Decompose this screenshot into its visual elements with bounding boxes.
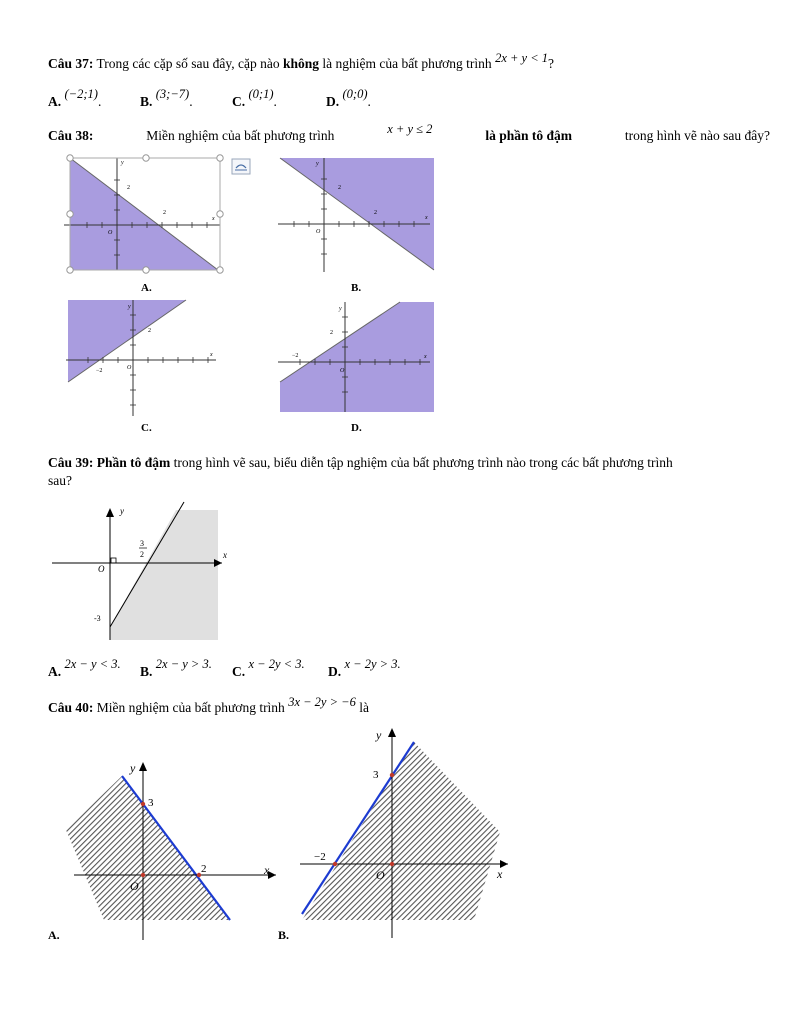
- option-letter: D.: [328, 664, 342, 679]
- y-axis-label: y: [316, 161, 319, 167]
- answer-option-d[interactable]: D. (0;0).: [326, 87, 371, 109]
- graph-label-a: A.: [141, 282, 152, 294]
- question-emphasis: không: [282, 56, 320, 71]
- x-axis-label: x: [425, 215, 428, 221]
- question-text: là nghiệm của bất phương trình: [322, 56, 492, 71]
- option-letter: B.: [140, 94, 153, 109]
- option-letter: C.: [232, 94, 246, 109]
- x-intercept-label: 2: [201, 863, 207, 875]
- question-text: Miền nghiệm của bất phương trình: [96, 700, 285, 715]
- inequality: 3x − 2y > −6: [288, 695, 356, 709]
- origin-label: O: [108, 230, 113, 236]
- answer-option-c[interactable]: C. (0;1).: [232, 87, 277, 109]
- answer-options-39: [48, 657, 468, 684]
- option-value: 2x − y > 3.: [155, 657, 212, 671]
- answer-option-b[interactable]: [140, 657, 212, 680]
- origin-label: O: [98, 564, 105, 574]
- question-text: trong hình vẽ nào sau đây?: [624, 128, 770, 143]
- y-intercept-point: [141, 802, 145, 806]
- option-letter: A.: [48, 94, 62, 109]
- graph-38-a[interactable]: [64, 152, 254, 294]
- question-label: Câu 38:: [48, 128, 94, 143]
- question-text: Miền nghiệm của bất phương trình: [146, 128, 335, 143]
- x-intercept-point: [333, 862, 337, 866]
- question-label: Câu 40:: [48, 700, 94, 715]
- option-value: (−2;1): [64, 87, 98, 101]
- graph-label-d: D.: [351, 422, 362, 434]
- graph-40-a[interactable]: [60, 758, 280, 942]
- x-axis-label: x: [223, 550, 227, 560]
- origin-label: O: [127, 365, 132, 371]
- answer-option-d[interactable]: [328, 657, 401, 680]
- y-intercept-point: [390, 773, 394, 777]
- layout-options-icon[interactable]: [232, 159, 250, 174]
- origin-label: O: [316, 229, 321, 235]
- option-value: (3;−7): [155, 87, 190, 101]
- graph-39[interactable]: [50, 500, 240, 646]
- y-axis-label: y: [339, 306, 342, 312]
- y-axis-label: y: [128, 304, 131, 310]
- question-39: [48, 455, 770, 471]
- x-axis-label: x: [264, 863, 270, 877]
- x-intercept-label: −2: [292, 353, 299, 359]
- option-letter: C.: [232, 664, 246, 679]
- graph-label-a: A.: [48, 928, 60, 942]
- option-value: x − 2y > 3.: [344, 657, 401, 671]
- graph-38-d[interactable]: [278, 300, 438, 416]
- answer-option-c[interactable]: [232, 657, 305, 680]
- question-text: trong hình vẽ sau, biểu diễn tập nghiệm của bất phương trình nào trong các bất phương trình: [173, 455, 673, 470]
- graph-label-c: C.: [141, 422, 152, 434]
- y-intercept-label: 2: [127, 185, 130, 191]
- option-letter: D.: [326, 94, 340, 109]
- y-intercept-label: 3: [148, 797, 154, 809]
- x-axis-label: x: [424, 354, 427, 360]
- fraction-denominator: 2: [140, 550, 144, 559]
- question-mark: ?: [548, 56, 555, 71]
- origin-point: [390, 862, 394, 866]
- y-intercept-label: 3: [373, 769, 379, 781]
- inequality: x + y ≤ 2: [387, 122, 433, 136]
- origin-label: O: [130, 879, 139, 893]
- option-value: x − 2y < 3.: [248, 657, 305, 671]
- question-emphasis: Phần tô đậm: [96, 455, 171, 470]
- y-axis-label: y: [130, 761, 136, 775]
- question-text: là: [359, 700, 369, 715]
- answer-option-a[interactable]: A. (−2;1).: [48, 87, 102, 109]
- graph-label-b: B.: [278, 928, 290, 942]
- x-axis-label: x: [212, 216, 215, 222]
- y-axis-label: y: [376, 728, 382, 742]
- answer-options-37: [48, 87, 448, 114]
- graph-38-b[interactable]: [278, 156, 438, 276]
- y-intercept-label: -3: [94, 614, 101, 623]
- answer-option-a[interactable]: [48, 657, 121, 680]
- y-intercept-label: 2: [330, 330, 333, 336]
- question-38: [48, 122, 770, 144]
- question-40: [48, 695, 369, 716]
- x-intercept-label: 2: [374, 210, 377, 216]
- question-emphasis: là phần tô đậm: [485, 128, 572, 143]
- origin-point: [141, 873, 145, 877]
- x-intercept-label: −2: [314, 851, 326, 863]
- y-axis-label: y: [120, 506, 124, 516]
- graph-label-b: B.: [351, 282, 362, 294]
- graph-38-c[interactable]: [66, 298, 226, 418]
- question-label: Câu 37:: [48, 56, 94, 71]
- option-value: (0;1): [248, 87, 274, 101]
- y-intercept-label: 2: [148, 328, 151, 334]
- option-value: 2x − y < 3.: [64, 657, 121, 671]
- question-text-cont: sau?: [48, 473, 72, 488]
- origin-label: O: [376, 868, 385, 882]
- origin-label: O: [340, 368, 345, 374]
- x-intercept-label: 2: [163, 210, 166, 216]
- option-letter: B.: [140, 664, 153, 679]
- y-axis-label: y: [121, 160, 124, 166]
- question-label: Câu 39:: [48, 455, 94, 470]
- option-value: (0;0): [342, 87, 368, 101]
- inequality: 2x + y < 1: [495, 51, 549, 65]
- y-intercept-label: 2: [338, 185, 341, 191]
- fraction-numerator: 3: [140, 539, 144, 548]
- graph-40-b[interactable]: [294, 722, 514, 940]
- x-intercept-label: −2: [96, 368, 103, 374]
- question-text: Trong các cặp số sau đây, cặp nào: [96, 56, 280, 71]
- x-axis-label: x: [210, 352, 213, 358]
- answer-option-b[interactable]: B. (3;−7).: [140, 87, 193, 109]
- option-letter: A.: [48, 664, 62, 679]
- question-37: [48, 51, 555, 72]
- x-axis-label: x: [497, 867, 503, 881]
